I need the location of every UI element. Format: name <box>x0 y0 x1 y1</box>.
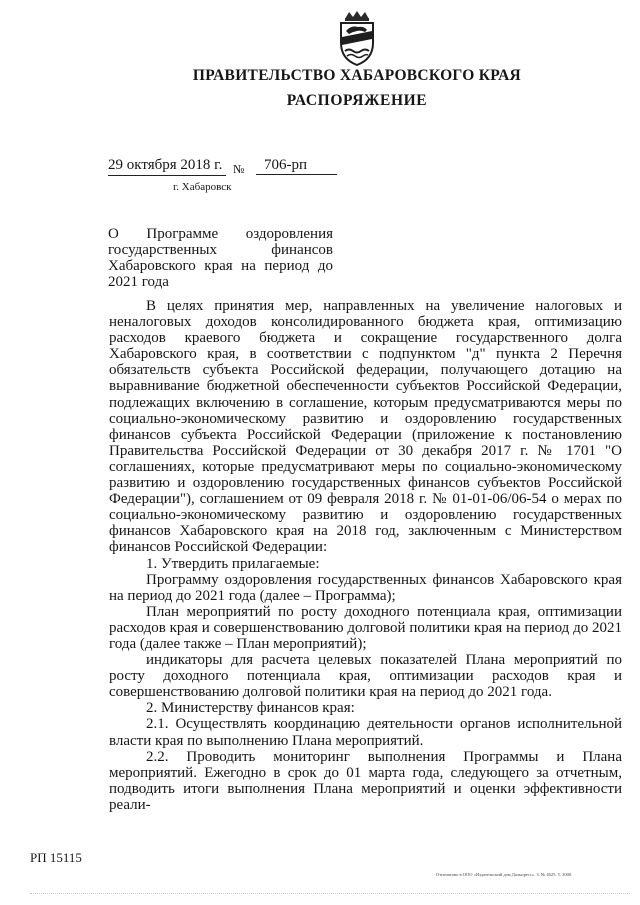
document-city: г. Хабаровск <box>173 181 232 193</box>
document-subject: О Программе оздоровления государственных финансов Хабаровского края на период до 2021 года <box>108 226 333 290</box>
body-paragraph: 2.2. Проводить мониторинг выполнения Программы и Плана мероприятий. Ежегодно в срок до 01 марта года, следующего за отчетным, подводить итоги выполнения Плана мероприятий и оценки эффективности реали- <box>109 748 622 813</box>
body-paragraph: План мероприятий по росту доходного потенциала края, оптимизации расходов края и совершенствованию долговой политики края на период до 2021 года (далее также – План мероприятий); <box>109 603 622 652</box>
print-note: Отпечатано в ООО «Издательский дом Дальпресс». З. № 4625. Т. 3000. <box>436 872 573 877</box>
document-number: 706-рп <box>256 157 337 175</box>
coat-of-arms-icon <box>331 9 383 67</box>
document-date: 29 октября 2018 г. <box>108 157 226 176</box>
body-paragraph: 2. Министерству финансов края: <box>146 700 355 717</box>
number-sign: № <box>233 162 245 176</box>
body-paragraph: 1. Утвердить прилагаемые: <box>146 555 320 572</box>
organization-title: ПРАВИТЕЛЬСТВО ХАБАРОВСКОГО КРАЯ <box>192 67 522 84</box>
body-paragraph: 2.1. Осуществлять координацию деятельности органов исполнительной власти края по выполнению Плана мероприятий. <box>109 716 622 749</box>
body-paragraph: Программу оздоровления государственных финансов Хабаровского края на период до 2021 года (далее – Программа); <box>109 571 622 604</box>
document-type-title: РАСПОРЯЖЕНИЕ <box>286 92 428 109</box>
body-paragraph: В целях принятия мер, направленных на увеличение налоговых и неналоговых доходов консолидированного бюджета края, оптимизацию расходов краевого бюджета и сокращение государственного долга Хабаровского края, в соответствии с подпунктом "д" пункта 2 Перечня обязательств субъекта Российской федерации, получающего дотацию на выравнивание бюджетной обеспеченности субъектов Российской Федерации, подлежащих включению в соглашение, которым предусматриваются меры по социально-экономическому развитию и оздоровлению государственных финансов субъекта Российской Федерации (приложение к постановлению Правительства Российской Федерации от 30 декабря 2017 г. № 1701 "О соглашениях, которые предусматривают меры по социально-экономическому развитию и оздоровлению государственных финансов субъектов Российской Федерации"), соглашением от 09 февраля 2018 г. № 01-01-06/06-54 о мерах по социально-экономическому развитию и оздоровлению государственных финансов Хабаровского края на 2018 год, заключенным с Министерством финансов Российской Федерации: <box>109 298 622 556</box>
registry-code: РП 15115 <box>30 850 82 865</box>
body-paragraph: индикаторы для расчета целевых показателей Плана мероприятий по росту доходного потенциала края, оптимизации расходов края и совершенствованию долговой политики края на период до 2021 года. <box>109 652 622 701</box>
document-body <box>109 298 622 813</box>
scan-artifact-line <box>30 893 630 895</box>
